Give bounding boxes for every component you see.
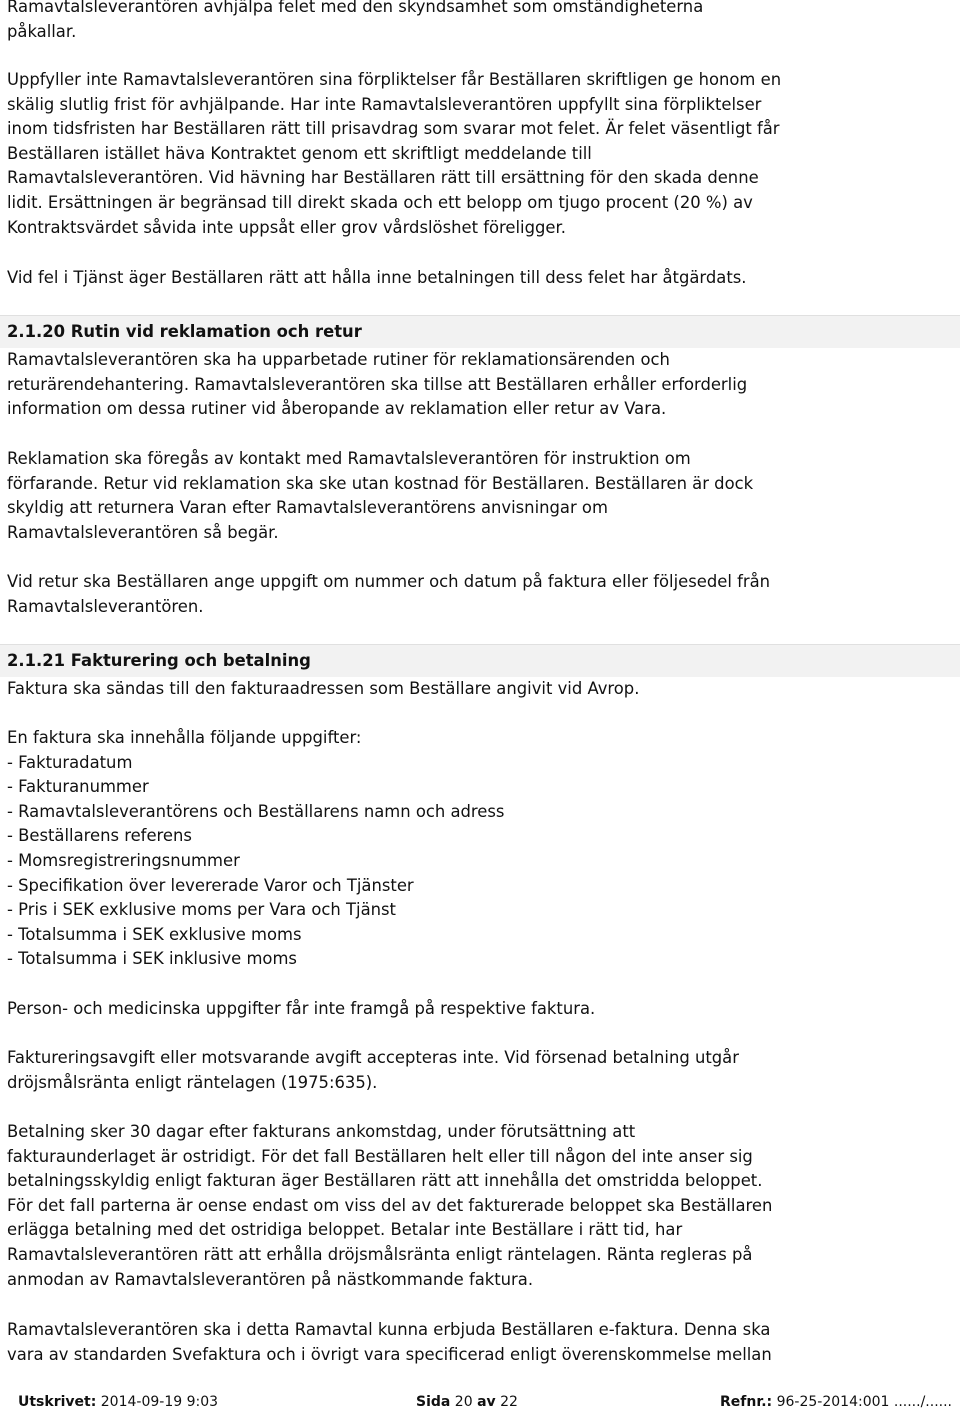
text-line: Ramavtalsleverantören rätt att erhålla dröjsmålsränta enligt räntelagen. Ränta regleras på	[7, 1244, 753, 1264]
text-line: returärendehantering. Ramavtalsleverantören ska tillse att Beställaren erhåller erforderlig	[7, 374, 748, 394]
paragraph-invoice-address	[7, 677, 952, 702]
text-line: skälig slutlig frist för avhjälpande. Har inte Ramavtalsleverantören uppfyllt sina förpliktelser	[7, 94, 762, 114]
list-item: - Ramavtalsleverantörens och Beställarens namn och adress	[7, 801, 505, 821]
footer-printed	[18, 1392, 218, 1412]
text-line: påkallar.	[7, 21, 77, 41]
text-line: anmodan av Ramavtalsleverantören på nästkommande faktura.	[7, 1269, 534, 1289]
list-intro: En faktura ska innehålla följande uppgifter:	[7, 728, 362, 747]
text-line: skyldig att returnera Varan efter Ramavtalsleverantörens anvisningar om	[7, 498, 608, 518]
paragraph-default-obligations	[7, 68, 952, 240]
text-line: lidit. Ersättningen är begränsad till direkt skada och ett belopp om tjugo procent (20 %) av	[7, 192, 753, 212]
text-line: förfarande. Retur vid reklamation ska ske utan kostnad för Beställaren. Beställaren är dock	[7, 473, 754, 493]
list-item: - Fakturadatum	[7, 752, 133, 772]
text-line: Person- och medicinska uppgifter får inte framgå på respektive faktura.	[7, 999, 596, 1018]
text-line: Faktureringsavgift eller motsvarande avgift accepteras inte. Vid försenad betalning utgår	[7, 1048, 739, 1067]
text-line: Beställaren istället häva Kontraktet genom ett skriftligt meddelande till	[7, 143, 592, 163]
list-item: - Specifikation över levererade Varor och Tjänster	[7, 875, 414, 895]
text-line: Ramavtalsleverantören avhjälpa felet med den skyndsamhet som omständigheterna	[7, 0, 704, 16]
paragraph-e-invoice	[7, 1318, 952, 1367]
text-line: Ramavtalsleverantören ska ha upparbetade rutiner för reklamationsärenden och	[7, 350, 670, 369]
text-line: Reklamation ska föregås av kontakt med Ramavtalsleverantören för instruktion om	[7, 449, 691, 468]
paragraph-return-info	[7, 570, 952, 619]
section-heading-text: 2.1.21 Fakturering och betalning	[7, 651, 311, 670]
list-item: - Beställarens referens	[7, 826, 192, 846]
list-item: - Pris i SEK exklusive moms per Vara och Tjänst	[7, 900, 396, 920]
list-item: - Totalsumma i SEK exklusive moms	[7, 924, 302, 944]
footer-page-value: 20	[450, 1394, 478, 1410]
footer-reference	[720, 1392, 952, 1412]
section-heading-invoicing	[0, 644, 960, 677]
paragraph-reclamation-routines	[7, 348, 952, 422]
text-line: inom tidsfristen har Beställaren rätt till prisavdrag som svarar mot felet. Är felet väsentligt får	[7, 119, 780, 139]
text-line: Uppfyller inte Ramavtalsleverantören sina förpliktelser får Beställaren skriftligen ge honom en	[7, 70, 782, 89]
paragraph-invoice-fees	[7, 1046, 952, 1095]
list-item: - Fakturanummer	[7, 777, 149, 797]
list-item: - Momsregistreringsnummer	[7, 850, 240, 870]
text-line: information om dessa rutiner vid åberopande av reklamation eller retur av Vara.	[7, 399, 667, 419]
text-line: För det fall parterna är oense endast om viss del av det fakturerade beloppet ska Beställaren	[7, 1195, 773, 1215]
footer-ref-label: Refnr.:	[720, 1394, 773, 1410]
text-line: Vid retur ska Beställaren ange uppgift om nummer och datum på faktura eller följesedel från	[7, 572, 771, 591]
paragraph-remedy-continued	[7, 0, 952, 44]
text-line: Ramavtalsleverantören så begär.	[7, 522, 279, 542]
text-line: Ramavtalsleverantören. Vid hävning har Beställaren rätt till ersättning för den skada denne	[7, 168, 759, 188]
text-line: fakturaunderlaget är ostridigt. För det fall Beställaren helt eller till någon del inte anser sig	[7, 1146, 753, 1166]
text-line: Faktura ska sändas till den fakturaadressen som Beställare angivit vid Avrop.	[7, 679, 640, 698]
paragraph-personal-data	[7, 997, 952, 1022]
footer-page-number	[416, 1392, 518, 1412]
text-line: erlägga betalning med det ostridiga beloppet. Betalar inte Beställare i rätt tid, har	[7, 1220, 683, 1240]
footer-printed-label: Utskrivet:	[18, 1394, 97, 1410]
paragraph-payment-terms	[7, 1120, 952, 1292]
footer-printed-value: 2014-09-19 9:03	[96, 1394, 219, 1410]
text-line: Betalning sker 30 dagar efter fakturans ankomstdag, under förutsättning att	[7, 1122, 636, 1141]
paragraph-reclamation-contact	[7, 447, 952, 545]
paragraph-service-defect	[7, 266, 952, 291]
invoice-requirements-list	[7, 726, 952, 972]
footer-ref-value: 96-25-2014:001 ....../......	[772, 1394, 952, 1410]
text-line: Vid fel i Tjänst äger Beställaren rätt att hålla inne betalningen till dess felet har åtgärdats.	[7, 268, 747, 287]
footer-page-total: 22	[495, 1394, 518, 1410]
text-line: Kontraktsvärdet såvida inte uppsåt eller grov vårdslöshet föreligger.	[7, 217, 566, 237]
footer-page-of-label: av	[477, 1394, 496, 1410]
text-line: vara av standarden Svefaktura och i övrigt vara specificerad enligt överenskommelse mellan	[7, 1344, 772, 1364]
list-item: - Totalsumma i SEK inklusive moms	[7, 949, 297, 969]
footer-page-label: Sida	[416, 1394, 451, 1410]
page-footer	[0, 1392, 960, 1412]
text-line: Ramavtalsleverantören.	[7, 596, 204, 616]
text-line: betalningsskyldig enligt fakturan äger Beställaren rätt att innehålla det omstridda beloppet.	[7, 1171, 763, 1191]
text-line: dröjsmålsränta enligt räntelagen (1975:635).	[7, 1072, 378, 1092]
section-heading-text: 2.1.20 Rutin vid reklamation och retur	[7, 322, 362, 341]
text-line: Ramavtalsleverantören ska i detta Ramavtal kunna erbjuda Beställaren e-faktura. Denna ska	[7, 1320, 771, 1339]
section-heading-reclamation	[0, 315, 960, 348]
